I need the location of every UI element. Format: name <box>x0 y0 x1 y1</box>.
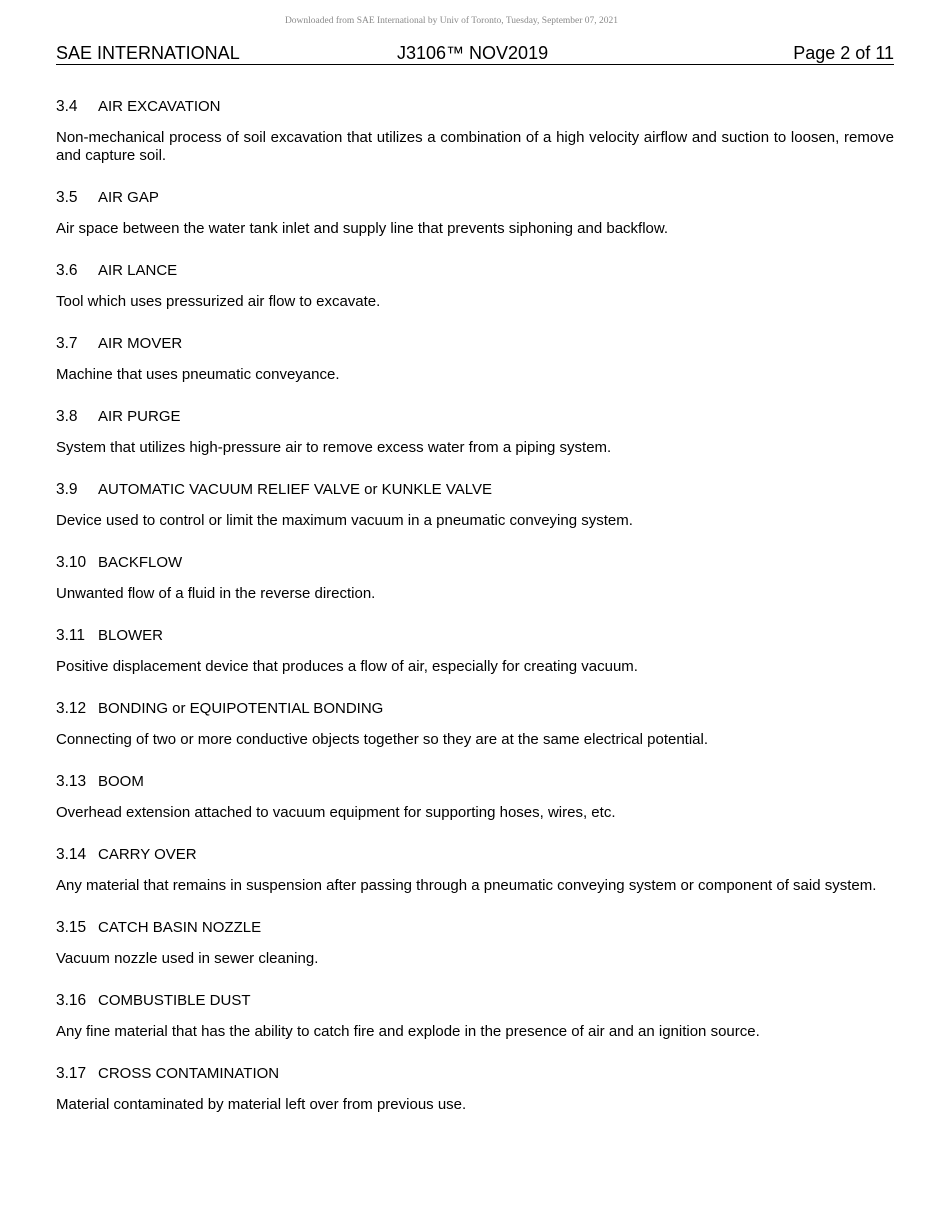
term-definition: Positive displacement device that produces a flow of air, especially for creating vacuum. <box>56 658 638 675</box>
term-title: AUTOMATIC VACUUM RELIEF VALVE or KUNKLE VALVE <box>98 481 492 498</box>
section-number: 3.14 <box>56 846 87 863</box>
term-heading <box>56 476 894 503</box>
term-definition: System that utilizes high-pressure air to remove excess water from a piping system. <box>56 439 612 456</box>
definition-entry <box>56 330 894 394</box>
section-number: 3.17 <box>56 1065 87 1082</box>
term-title: BONDING or EQUIPOTENTIAL BONDING <box>98 700 384 717</box>
definition-entry <box>56 93 894 175</box>
term-heading <box>56 257 894 284</box>
term-heading <box>56 549 894 576</box>
publisher-name: SAE INTERNATIONAL <box>56 43 240 63</box>
term-heading <box>56 1060 894 1087</box>
term-title: COMBUSTIBLE DUST <box>98 992 251 1009</box>
term-heading <box>56 403 894 430</box>
term-heading <box>56 695 894 722</box>
section-number: 3.8 <box>56 408 78 425</box>
term-definition: Material contaminated by material left over from previous use. <box>56 1096 467 1113</box>
term-title: AIR EXCAVATION <box>98 98 221 115</box>
page-header <box>56 43 894 65</box>
definition-entry <box>56 914 894 978</box>
page-number: Page 2 of 11 <box>793 43 894 63</box>
download-watermark: Downloaded from SAE International by Univ of Toronto, Tuesday, September 07, 2021 <box>284 16 619 26</box>
document-id: J3106™ NOV2019 <box>397 43 549 63</box>
section-number: 3.6 <box>56 262 78 279</box>
section-number: 3.16 <box>56 992 87 1009</box>
definition-entry <box>56 1060 894 1124</box>
term-heading <box>56 987 894 1014</box>
term-definition: Overhead extension attached to vacuum equipment for supporting hoses, wires, etc. <box>56 804 616 821</box>
definition-entry <box>56 476 894 540</box>
term-heading <box>56 768 894 795</box>
term-definition: Connecting of two or more conductive objects together so they are at the same electrical potential. <box>56 731 709 748</box>
term-title: AIR GAP <box>98 189 159 206</box>
term-definition: Non-mechanical process of soil excavation that utilizes a combination of a high velocity airflow and suction to loosen, remove and capture soil. <box>56 129 894 164</box>
term-heading <box>56 841 894 868</box>
term-title: BLOWER <box>98 627 164 644</box>
term-title: BOOM <box>98 773 144 790</box>
term-definition: Unwanted flow of a fluid in the reverse direction. <box>56 585 376 602</box>
term-title: BACKFLOW <box>98 554 183 571</box>
term-heading <box>56 914 894 941</box>
definition-entry <box>56 257 894 321</box>
definition-entry <box>56 184 894 248</box>
section-number: 3.9 <box>56 481 78 498</box>
section-number: 3.12 <box>56 700 87 717</box>
definition-entry <box>56 403 894 467</box>
term-heading <box>56 93 894 120</box>
definition-entry <box>56 622 894 686</box>
term-heading <box>56 330 894 357</box>
term-definition: Machine that uses pneumatic conveyance. <box>56 366 340 383</box>
section-number: 3.4 <box>56 98 78 115</box>
term-title: CATCH BASIN NOZZLE <box>98 919 262 936</box>
term-heading <box>56 184 894 211</box>
definition-entry <box>56 695 894 759</box>
section-number: 3.15 <box>56 919 87 936</box>
term-title: AIR LANCE <box>98 262 178 279</box>
term-definition: Vacuum nozzle used in sewer cleaning. <box>56 950 319 967</box>
definition-entry <box>56 768 894 832</box>
section-number: 3.10 <box>56 554 87 571</box>
definitions-list <box>56 93 894 1133</box>
term-title: CARRY OVER <box>98 846 197 863</box>
definition-entry <box>56 549 894 613</box>
section-number: 3.13 <box>56 773 87 790</box>
term-title: AIR MOVER <box>98 335 183 352</box>
term-heading <box>56 622 894 649</box>
definition-entry <box>56 841 894 905</box>
term-definition: Any fine material that has the ability to catch fire and explode in the presence of air and an ignition source. <box>56 1023 760 1040</box>
term-title: CROSS CONTAMINATION <box>98 1065 280 1082</box>
section-number: 3.7 <box>56 335 78 352</box>
term-definition: Tool which uses pressurized air flow to excavate. <box>56 293 381 310</box>
definition-entry <box>56 987 894 1051</box>
section-number: 3.11 <box>56 627 86 644</box>
term-definition: Air space between the water tank inlet and supply line that prevents siphoning and backflow. <box>56 220 669 237</box>
term-title: AIR PURGE <box>98 408 181 425</box>
term-definition: Device used to control or limit the maximum vacuum in a pneumatic conveying system. <box>56 512 633 529</box>
section-number: 3.5 <box>56 189 78 206</box>
term-definition: Any material that remains in suspension after passing through a pneumatic conveying system or component of said system. <box>56 877 877 894</box>
